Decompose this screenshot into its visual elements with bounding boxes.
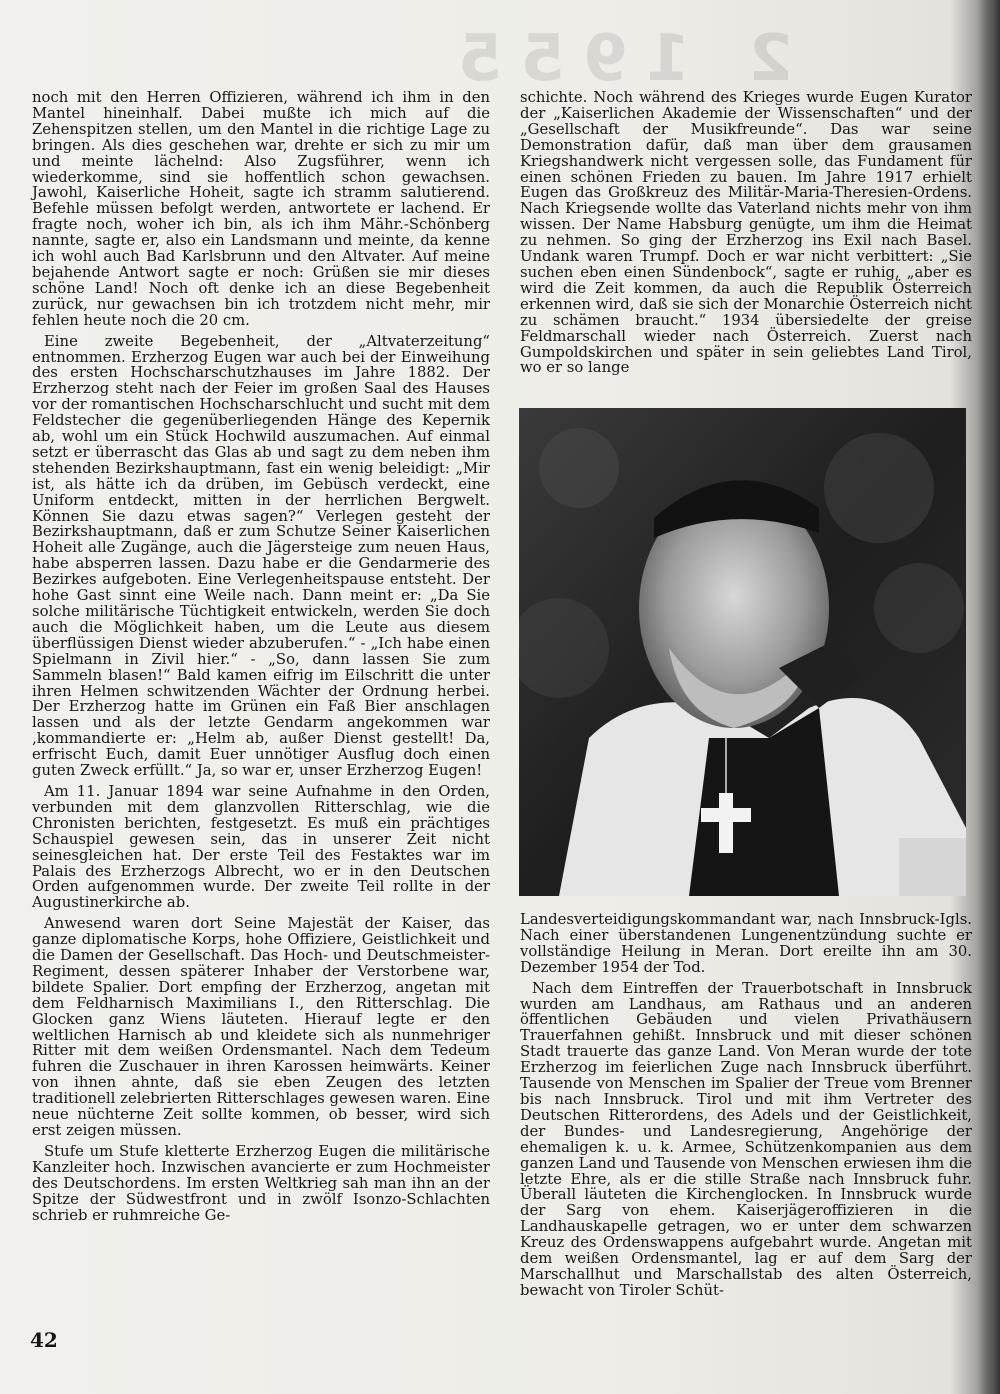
- paragraph: Anwesend waren dort Seine Majestät der Kaiser, das ganze diplomatische Korps, hohe Offiziere, Geistlichkeit und die Damen der Gesellschaft. Das Hoch- und Deutschmeister-Regiment, dessen späterer Inhaber der Verstorbene war, bildete Spalier. Dort empfing der Erzherzog, angetan mit dem Feldharnisch Maximilians I., den Ritterschlag. Die Glocken ganz Wiens läuteten. Hierauf legte er den weltlichen Harnisch ab und kleidete sich als nunmehriger Ritter mit dem weißen Ordensmantel. Nach dem Tedeum fuhren die Zuschauer in ihren Karossen heimwärts. Keiner von ihnen ahnte, daß sie eben Zeugen des letzten traditionell zelebrierten Ritterschlages gewesen waren. Eine neue nüchterne Zeit sollte kommen, ob besser, wird sich erst zeigen müssen.: [32, 915, 490, 1139]
- paragraph: Stufe um Stufe kletterte Erzherzog Eugen die militärische Kanzleiter hoch. Inzwischen avancierte er zum Hochmeister des Deutschordens. Im ersten Weltkrieg sah man ihn an der Spitze der Südwestfront und in zwölf Isonzo-Schlachten schrieb er ruhmreiche Ge-: [32, 1142, 490, 1224]
- date-stamp: 2 1955: [440, 22, 793, 96]
- right-column-top: [520, 90, 972, 381]
- left-column: [32, 90, 490, 1228]
- paragraph: schichte. Noch während des Krieges wurde Eugen Kurator der „Kaiserlichen Akademie der Wissenschaften“ und der „Gesellschaft der Musikfreunde“. Das war seine Demonstration dafür, daß man über dem grausamen Kriegshandwerk nicht vergessen solle, das Fundament für einen schönen Frieden zu bauen. Im Jahre 1917 erhielt Eugen das Großkreuz des Militär-Maria-Theresien-Ordens. Nach Kriegsende wollte das Vaterland nichts mehr von ihm wissen. Der Name Habsburg genügte, um ihm die Heimat zu nehmen. So ging der Erzherzog ins Exil nach Basel. Undank waren Trumpf. Doch er war nicht verbittert: „Sie suchen eben einen Sündenbock“, sagte er ruhig, „aber es wird die Zeit kommen, da auch die Republik Österreich erkennen wird, daß sie sich der Monarchie Österreich nicht zu schämen braucht.“ 1934 übersiedelte der greise Feldmarschall wieder nach Österreich. Zuerst nach Gumpoldskirchen und später in sein geliebtes Land Tirol, wo er so lange: [520, 89, 972, 377]
- portrait-photo-image: [519, 408, 966, 896]
- paragraph: Landesverteidigungskommandant war, nach Innsbruck-Igls. Nach einer überstandenen Lungenentzündung suchte er vollständige Heilung in Meran. Dort ereilte ihn am 30. Dezember 1954 der Tod.: [520, 911, 972, 976]
- paragraph: Eine zweite Begebenheit, der „Altvaterzeitung“ entnommen. Erzherzog Eugen war auch bei der Einweihung des ersten Hochscharschutzhauses im Jahre 1882. Der Erzherzog steht nach der Feier im großen Saal des Hauses vor der romantischen Hochscharschlucht und sucht mit dem Feldstecher die gegenüberliegenden Hänge des Kepernik ab, wohl um ein Stück Hochwild auszumachen. Auf einmal setzt er überrascht das Glas ab und sagt zu dem neben ihm stehenden Bezirkshauptmann, fast ein wenig beleidigt: „Mir ist, als hätte ich da drüben, im Gebüsch verdeckt, eine Uniform entdeckt, mitten in der herrlichen Bergwelt. Können Sie dazu etwas sagen?“ Verlegen gesteht der Bezirkshauptmann, daß er zum Schutze Seiner Kaiserlichen Hoheit alle Zugänge, auch die Jägersteige zum neuen Haus, habe absperren lassen. Dazu habe er die Gendarmerie des Bezirkes aufgeboten. Eine Verlegenheitspause entsteht. Der hohe Gast sinnt eine Weile nach. Dann meint er: „Da Sie solche militärische Tüchtigkeit entwickeln, werden Sie doch auch die Möglichkeit haben, um die Leute aus diesem überflüssigen Dienst wieder abzuberufen.“ - „Ich habe einen Spielmann in Zivil hier.“ - „So, dann lassen Sie zum Sammeln blasen!“ Bald kamen eifrig im Eilschritt die unter ihren Helmen schwitzenden Wächter der Ordnung herbei. Der Erzherzog hatte im Grünen ein Faß Bier anschlagen lassen und als der letzte Gendarm angekommen war ‚kommandierte er: „Helm ab, außer Dienst gestellt! Da, erfrischt Euch, damit Euer unnötiger Ausflug doch einen guten Zweck erfüllt.“ Ja, so war er, unser Erzherzog Eugen!: [32, 332, 490, 780]
- paragraph: noch mit den Herren Offizieren, während ich ihm in den Mantel hineinhalf. Dabei mußte ich mich auf die Zehenspitzen stellen, um den Mantel in die richtige Lage zu bringen. Als dies geschehen war, drehte er sich zu mir um und meinte lächelnd: Also Zugsführer, wenn ich wiederkomme, sind sie hoffentlich schon gewachsen. Jawohl, Kaiserliche Hoheit, sagte ich stramm salutierend. Befehle müssen befolgt werden, antwortete er lachend. Er fragte noch, woher ich bin, als ich ihm Mähr.-Schönberg nannte, sagte er, also ein Landsmann und meinte, da kenne ich wohl auch Bad Karlsbrunn und den Altvater. Auf meine bejahende Antwort sagte er noch: Grüßen sie mir dieses schöne Land! Noch oft denke ich an diese Begebenheit zurück, nur gewachsen bin ich trotzdem nicht mehr, mir fehlen heute noch die 20 cm.: [32, 89, 490, 329]
- portrait-photo: [519, 408, 966, 896]
- paragraph: Nach dem Eintreffen der Trauerbotschaft in Innsbruck wurden am Landhaus, am Rathaus und an anderen öffentlichen Gebäuden und vielen Privathäusern Trauerfahnen gehißt. Innsbruck und mit dieser schönen Stadt trauerte das ganze Land. Von Meran wurde der tote Erzherzog im feierlichen Zuge nach Innsbruck überführt. Tausende von Menschen im Spalier der Treue vom Brenner bis nach Innsbruck. Tirol und mit ihm Vertreter des Deutschen Ritterordens, des Adels und der Geistlichkeit, der Bundes- und Landesregierung, Angehörige der ehemaligen k. u. k. Armee, Schützenkompanien aus dem ganzen Land und Tausende von Menschen erwiesen ihm die letzte Ehre, als er die stille Straße nach Innsbruck fuhr. Überall läuteten die Kirchenglocken. In Innsbruck wurde der Sarg von ehem. Kaiserjägeroffizieren in die Landhauskapelle getragen, wo er unter dem schwarzen Kreuz des Ordenswappens aufgebahrt wurde. Angetan mit dem weißen Ordensmantel, lag er auf dem Sarg der Marschallhut und Marschallstab des alten Österreich, bewacht von Tiroler Schüt-: [520, 979, 972, 1299]
- binding-edge-shadow: [978, 0, 1000, 1394]
- right-column-bottom: [520, 912, 972, 1304]
- paragraph: Am 11. Januar 1894 war seine Aufnahme in den Orden, verbunden mit dem glanzvollen Ritterschlag, wie die Chronisten berichten, festgesetzt. Es muß ein prächtiges Schauspiel gewesen sein, das in unserer Zeit nicht seinesgleichen hat. Der erste Teil des Festaktes war im Palais des Erzherzogs Albrecht, wo er in den Deutschen Orden aufgenommen wurde. Der zweite Teil rollte in der Augustinerkirche ab.: [32, 782, 490, 912]
- page-number: 42: [30, 1328, 58, 1352]
